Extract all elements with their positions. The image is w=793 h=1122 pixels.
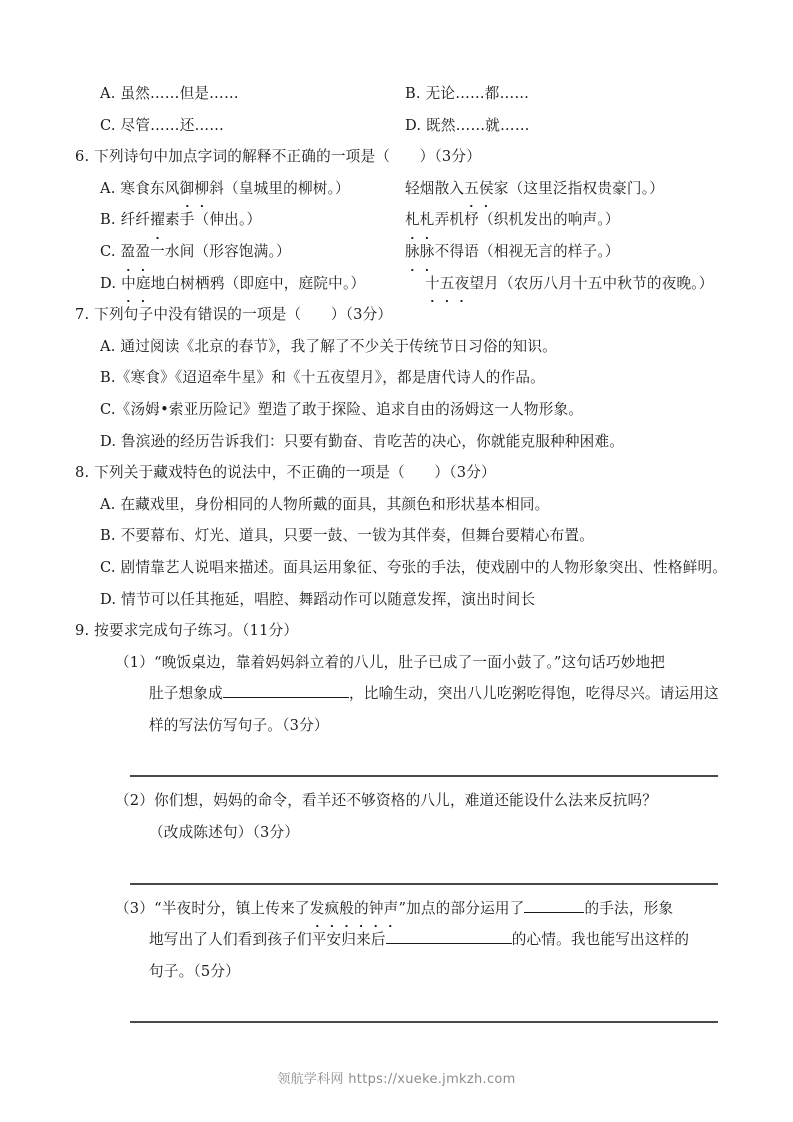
q9-subitem-2 [60, 785, 733, 848]
question-6-stem: 6. 下列诗句中加点字词的解释不正确的一项是（ ）（3分） [75, 148, 481, 166]
q6-option-a-right: 轻烟散入五侯家（这里泛指权贵豪门。） [405, 173, 733, 205]
q5-option-row-cd [60, 110, 733, 142]
q6-option-row-c [60, 236, 733, 268]
q9-1-answer-rule[interactable] [130, 775, 718, 777]
q9-3-blank-2[interactable] [386, 928, 512, 944]
q9-2-answer-space [60, 849, 733, 883]
q8-option-a: A. 在藏戏里，身份相同的人物所戴的面具，其颜色和形状基本相同。 [100, 495, 550, 513]
q9-subitem-3 [60, 893, 733, 988]
q5-option-row-ab [60, 78, 733, 110]
q9-2-line2: （改成陈述句）（3分） [149, 824, 300, 842]
q5-option-b: B. 无论……都…… [405, 85, 530, 102]
q6-option-row-a [60, 173, 733, 205]
q9-1-answer-space [60, 741, 733, 775]
q8-option-b: B. 不要幕布、灯光、道具，只要一鼓、一钹为其伴奏，但舞台要精心布置。 [100, 527, 595, 545]
q7-option-b: B.《寒食》《迢迢牵牛星》和《十五夜望月》，都是唐代诗人的作品。 [100, 369, 545, 387]
q6-option-d-right: 十五夜望月（农历八月十五中秋节的夜晚。） [425, 268, 733, 300]
q9-1-line1: （1）“晚饭桌边，靠着妈妈斜立着的八儿，肚子已成了一面小鼓了。”这句话巧妙地把 [115, 653, 666, 671]
q6-option-c: C. 盈盈一水间（形容饱满。） [100, 236, 405, 268]
q6-option-c-right: 脉脉不得语（相视无言的样子。） [405, 236, 733, 268]
q6-option-b: B. 纤纤擢素手（伸出。） [100, 204, 405, 236]
q9-subitem-1 [60, 647, 733, 742]
q7-option-c: C.《汤姆•索亚历险记》塑造了敢于探险、追求自由的汤姆这一人物形象。 [100, 400, 584, 418]
q5-option-d: D. 既然……就…… [405, 116, 530, 134]
q9-1-line2: 肚子想象成 ，比喻生动，突出八儿吃粥吃得饱，吃得尽兴。请运用这 [115, 678, 733, 710]
q9-1-blank[interactable] [223, 682, 349, 698]
dotted-emphasis: 十五夜 [425, 268, 469, 300]
dotted-emphasis: 擢 [150, 204, 165, 236]
q6-option-d: D. 中庭地白树栖鸦（即庭中，庭院中。） [100, 268, 425, 300]
q7-option-d: D. 鲁滨逊的经历告诉我们：只要有勤奋、肯吃苦的决心，你就能克服种种困难。 [100, 432, 625, 450]
dotted-emphasis: 御柳 [180, 173, 210, 205]
dotted-emphasis: 中庭 [121, 268, 151, 300]
q6-option-row-d [60, 268, 733, 300]
q9-3-line2: 地写出了人们看到孩子们平安归来后 的心情。我也能写出这样的 [115, 924, 733, 956]
q9-3-line3: 句子。（5分） [149, 962, 240, 980]
q8-option-d: D. 情节可以任其拖延，唱腔、舞蹈动作可以随意发挥，演出时间长 [100, 590, 536, 608]
q5-option-c: C. 尽管……还…… [100, 116, 225, 134]
q5-option-a: A. 虽然……但是…… [100, 85, 239, 102]
q9-1-line3: 样的写法仿写句子。（3分） [149, 716, 329, 734]
dotted-emphasis: 五侯 [464, 173, 494, 205]
q9-3-line1: （3）“半夜时分，镇上传来了发疯般的钟声”加点的部分运用了 的手法，形象 [115, 900, 673, 917]
q9-3-answer-rule[interactable] [130, 1021, 718, 1023]
question-7-stem: 7. 下列句子中没有错误的一项是（ ）（3分） [75, 306, 393, 324]
q9-2-answer-rule[interactable] [130, 883, 718, 885]
question-8-stem: 8. 下列关于藏戏特色的说法中，不正确的一项是（ ）（3分） [75, 464, 496, 482]
dotted-emphasis: 发疯般的钟声 [310, 893, 399, 925]
q9-3-blank-1[interactable] [524, 897, 584, 913]
q6-option-a: A. 寒食东风御柳斜（皇城里的柳树。） [100, 173, 405, 205]
question-9-stem: 9. 按要求完成句子练习。（11分） [75, 622, 299, 640]
footer-watermark: 领航学科网 https://xueke.jmkzh.com [277, 1072, 516, 1087]
q8-option-c: C. 剧情靠艺人说唱来描述。面具运用象征、夸张的手法，使戏剧中的人物形象突出、性格鲜明。 [100, 558, 728, 576]
q6-option-b-right: 札札弄机杼（织机发出的响声。） [405, 204, 733, 236]
dotted-emphasis: 脉脉 [405, 236, 435, 268]
q9-2-line1: （2）你们想，妈妈的命令，看羊还不够资格的八儿，难道还能设什么法来反抗吗？ [115, 792, 658, 810]
dotted-emphasis: 盈盈 [121, 236, 151, 268]
q9-3-answer-space [60, 987, 733, 1021]
q7-option-a: A. 通过阅读《北京的春节》，我了解了不少关于传统节日习俗的知识。 [100, 337, 557, 355]
q6-option-row-b [60, 204, 733, 236]
dotted-emphasis: 札札 [405, 204, 435, 236]
